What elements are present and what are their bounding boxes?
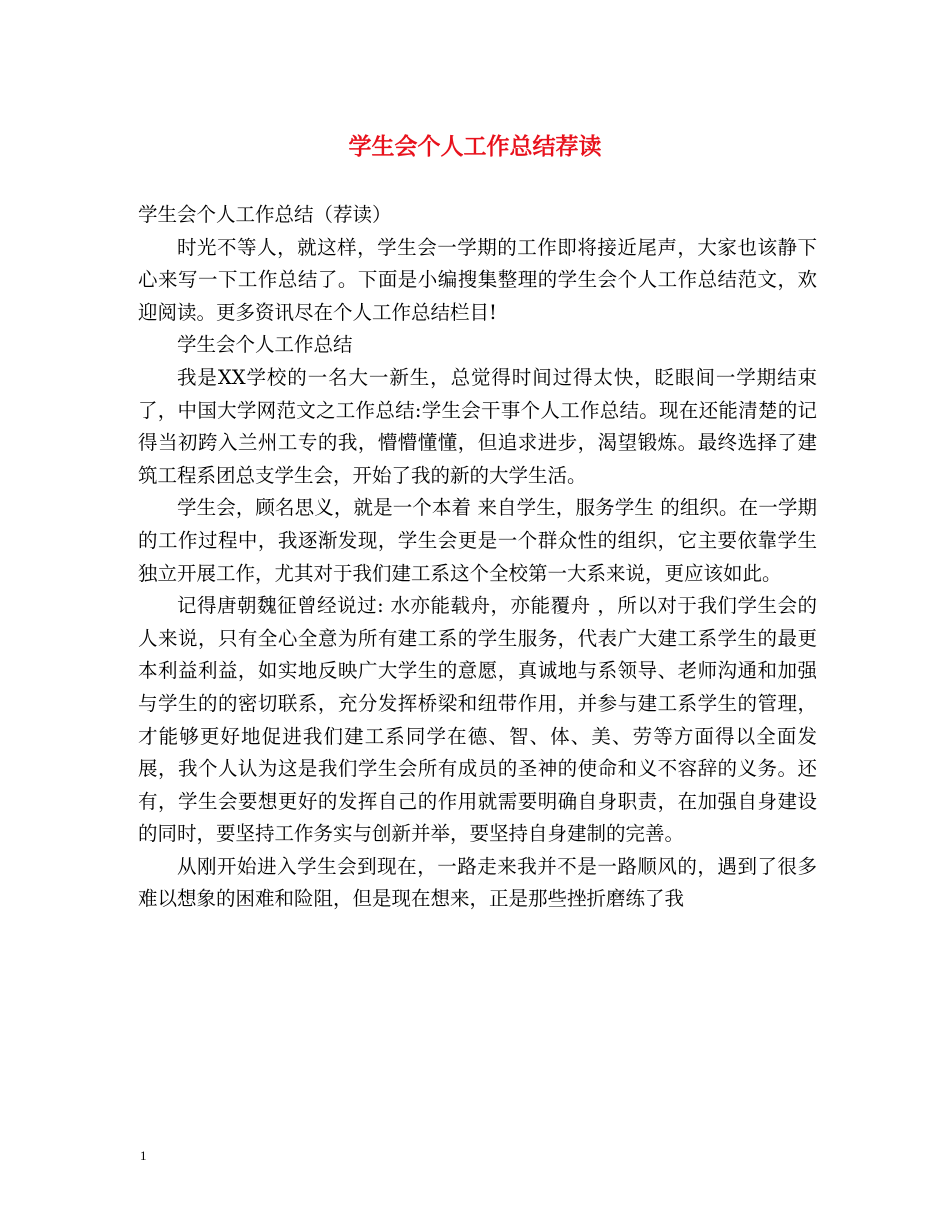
section-heading: 学生会个人工作总结 [177, 333, 353, 357]
body-paragraph: 从刚开始进入学生会到现在，一路走来我并不是一路顺风的，遇到了很多难以想象的困难和险阻，但是现在想来，正是那些挫折磨练了我 [138, 854, 817, 911]
document-title: 学生会个人工作总结荐读 [348, 133, 602, 160]
body-paragraph: 学生会，顾名思义，就是一个本着 来自学生，服务学生 的组织。在一学期的工作过程中，我逐渐发现，学生会更是一个群众性的组织，它主要依靠学生独立开展工作，尤其对于我们建工系这个全校第一大系来说，更应该如此。 [138, 496, 817, 585]
body-paragraph: 我是XX学校的一名大一新生，总觉得时间过得太快，眨眼间一学期结束了，中国大学网范文之工作总结:学生会干事个人工作总结。现在还能清楚的记得当初跨入兰州工专的我，懵懵懂懂，但追求进步，渴望锻炼。最终选择了建筑工程系团总支学生会，开始了我的新的大学生活。 [138, 365, 817, 487]
body-paragraph: 记得唐朝魏征曾经说过: 水亦能载舟，亦能覆舟 ，所以对于我们学生会的人来说，只有全心全意为所有建工系的学生服务，代表广大建工系学生的最更本利益利益，如实地反映广大学生的意愿，真诚地与系领导、老师沟通和加强与学生的的密切联系，充分发挥桥梁和纽带作用，并参与建工系学生的管理，才能够更好地促进我们建工系同学在德、智、体、美、劳等方面得以全面发展，我个人认为这是我们学生会所有成员的圣神的使命和义不容辞的义务。还有，学生会要想更好的发挥自己的作用就需要明确自身职责，在加强自身建设的同时，要坚持工作务实与创新并举，要坚持自身建制的完善。 [138, 594, 817, 846]
intro-paragraph: 时光不等人，就这样，学生会一学期的工作即将接近尾声，大家也该静下心来写一下工作总结了。下面是小编搜集整理的学生会个人工作总结范文，欢迎阅读。更多资讯尽在个人工作总结栏目! [138, 235, 817, 324]
subtitle-paragraph: 学生会个人工作总结（荐读） [138, 203, 392, 226]
document-body [138, 199, 817, 916]
page-number: 1 [140, 1148, 147, 1163]
